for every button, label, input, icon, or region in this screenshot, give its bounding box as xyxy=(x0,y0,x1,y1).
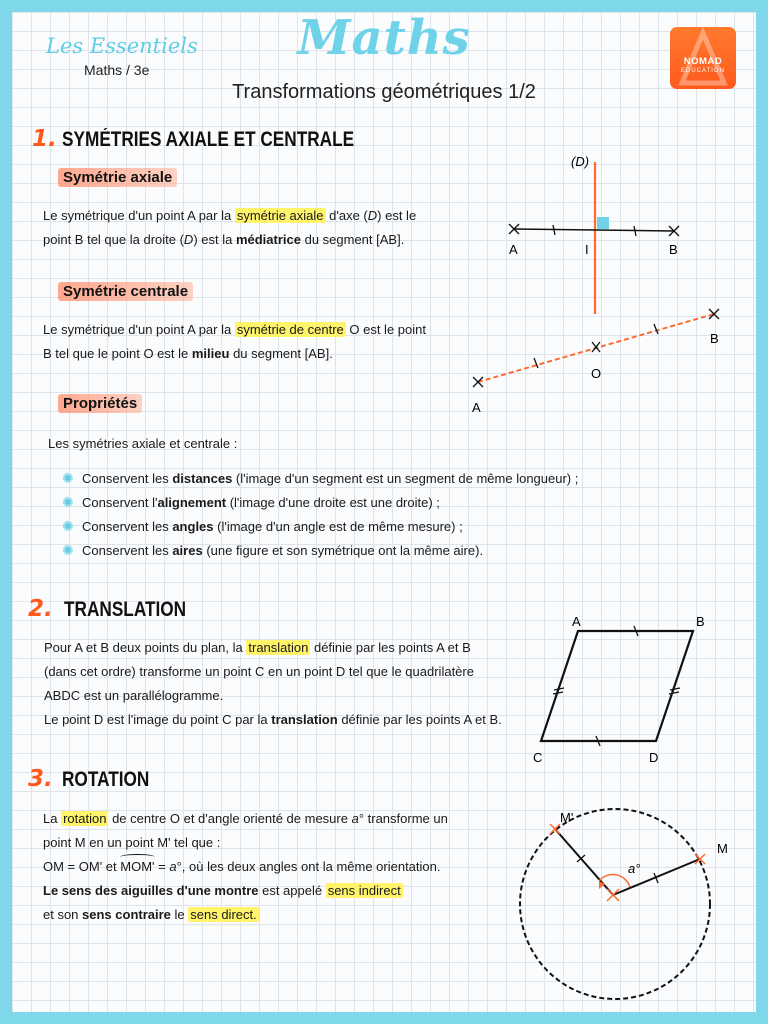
axial-symmetry-figure xyxy=(498,142,708,322)
list-item: ✺ Conservent les aires (une figure et son symétrique ont la même aire). xyxy=(62,542,484,558)
subheading-proprietes: Propriétés xyxy=(58,394,142,413)
nomad-logo xyxy=(670,27,736,89)
axial-definition: Le symétrique d'un point A par la symétrie axiale d'axe (D) est le point B tel que la droite (D) est la médiatrice du segment [AB]. xyxy=(43,208,417,247)
rotation-circle xyxy=(520,809,710,999)
star-bullet-icon: ✺ xyxy=(62,542,74,558)
label-B: B xyxy=(696,614,705,629)
label-D: (D) xyxy=(571,154,590,169)
label-M-prime: M' xyxy=(560,810,574,825)
central-definition: Le symétrique d'un point A par la symétrie de centre O est le point B tel que le point O est le milieu du segment [AB]. xyxy=(43,322,426,361)
page-title: Transformations géométriques 1/2 xyxy=(232,81,536,103)
star-bullet-icon: ✺ xyxy=(62,470,74,486)
label-I: I xyxy=(585,242,589,257)
subheading-symetrie-centrale: Symétrie centrale xyxy=(58,282,193,301)
segment-AB xyxy=(514,229,674,231)
label-C: C xyxy=(533,750,543,765)
segment-OM-prime xyxy=(555,829,613,895)
subject-title: Maths xyxy=(297,12,471,66)
logo-subtext: EDUCATION xyxy=(681,68,725,74)
label-angle-a: a° xyxy=(628,861,641,876)
section-2-title: TRANSLATION xyxy=(64,598,187,621)
star-bullet-icon: ✺ xyxy=(62,518,74,534)
list-item: ✺ Conservent les distances (l'image d'un segment est un segment de même longueur) ; xyxy=(62,470,579,486)
level-label: Maths / 3e xyxy=(84,62,150,78)
label-D: D xyxy=(649,750,659,765)
central-symmetry-figure xyxy=(468,306,728,416)
segment-OM xyxy=(613,859,700,895)
translation-parallelogram-figure xyxy=(528,612,728,772)
star-bullet-icon: ✺ xyxy=(62,494,74,510)
label-M: M xyxy=(717,841,728,856)
properties-intro: Les symétries axiale et centrale : xyxy=(48,436,238,451)
label-B: B xyxy=(710,331,719,346)
properties-list xyxy=(62,470,578,566)
brand-label: Les Essentiels xyxy=(46,34,198,58)
parallelogram-ABDC xyxy=(541,631,693,741)
label-A: A xyxy=(572,614,581,629)
section-1-number: 1. xyxy=(32,126,57,152)
section-2-number: 2. xyxy=(28,596,53,622)
rotation-figure xyxy=(508,792,730,1010)
right-angle-mark xyxy=(597,217,609,229)
list-item: ✺ Conservent les angles (l'image d'un angle est de même mesure) ; xyxy=(62,518,463,534)
worksheet-page xyxy=(12,12,756,1012)
translation-definition: Pour A et B deux points du plan, la translation définie par les points A et B (dans cet ordre) transforme un point C en un point D tel que le quadrilatère ABDC est un parallélogramme. Le point D est l'image du point C par la translation définie par les points A et B. xyxy=(44,640,502,727)
label-O: O xyxy=(591,366,602,381)
list-item: ✺ Conservent l'alignement (l'image d'une droite est une droite) ; xyxy=(62,494,440,510)
section-3-number: 3. xyxy=(28,766,53,792)
label-A: A xyxy=(509,242,518,257)
section-1-title: SYMÉTRIES AXIALE ET CENTRALE xyxy=(62,128,355,151)
rotation-definition: La rotation de centre O et d'angle orienté de mesure a° transforme un point M en un point M' tel que : OM = OM' et MOM' = a°, où les deux angles ont la même orientation. Le sens des aiguilles d'une montre est appelé sens indirect et son sens contraire le sens direct. xyxy=(43,811,448,922)
subheading-symetrie-axiale: Symétrie axiale xyxy=(58,168,177,187)
label-B: B xyxy=(669,242,678,257)
label-A: A xyxy=(472,400,481,415)
section-3-title: ROTATION xyxy=(62,768,150,791)
logo-text: NOMAD xyxy=(683,56,723,67)
